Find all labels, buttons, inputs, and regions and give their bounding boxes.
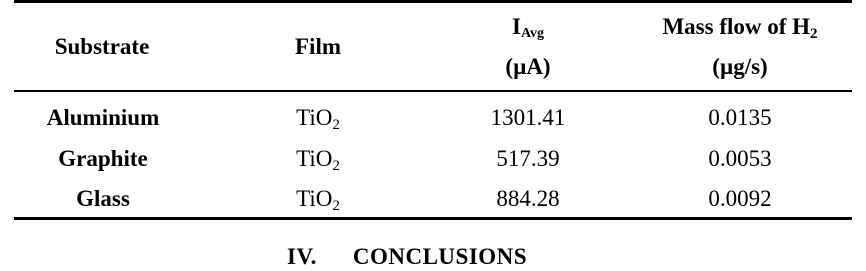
section-heading-conclusions <box>287 243 527 271</box>
cell-iavg: 884.28 <box>496 186 560 211</box>
header-substrate: Substrate <box>54 34 150 59</box>
cell-film-subscript: 2 <box>332 158 340 174</box>
cell-film-base: TiO <box>296 146 333 171</box>
cell-film <box>296 145 340 180</box>
cell-iavg: 517.39 <box>496 146 560 171</box>
cell-film-base: TiO <box>296 105 333 130</box>
section-numeral: IV. <box>287 244 317 269</box>
header-mass-flow <box>662 13 817 48</box>
cell-film <box>296 185 340 220</box>
table-bottom-rule <box>14 217 852 220</box>
cell-film-subscript: 2 <box>332 198 340 214</box>
header-mass-flow-text: Mass flow of H <box>662 14 811 39</box>
header-film: Film <box>295 34 341 59</box>
table-header-rule <box>14 90 852 92</box>
section-title: CONCLUSIONS <box>352 244 528 269</box>
cell-iavg: 1301.41 <box>490 105 566 130</box>
header-mass-flow-subscript: 2 <box>810 26 818 42</box>
table-top-rule <box>14 0 852 3</box>
cell-film-subscript: 2 <box>332 117 340 133</box>
cell-mass-flow: 0.0053 <box>708 146 772 171</box>
header-iavg-symbol: I <box>511 14 521 39</box>
cell-film-base: TiO <box>296 186 333 211</box>
header-iavg-unit: (µA) <box>505 54 551 79</box>
cell-substrate: Aluminium <box>46 105 160 130</box>
header-iavg-subscript: Avg <box>520 26 545 41</box>
cell-mass-flow: 0.0092 <box>708 186 772 211</box>
cell-substrate: Glass <box>76 186 130 211</box>
cell-film <box>296 104 340 139</box>
cell-substrate: Graphite <box>58 146 148 171</box>
header-mass-flow-unit: (µg/s) <box>712 54 768 79</box>
cell-mass-flow: 0.0135 <box>708 105 772 130</box>
header-iavg <box>512 13 544 48</box>
